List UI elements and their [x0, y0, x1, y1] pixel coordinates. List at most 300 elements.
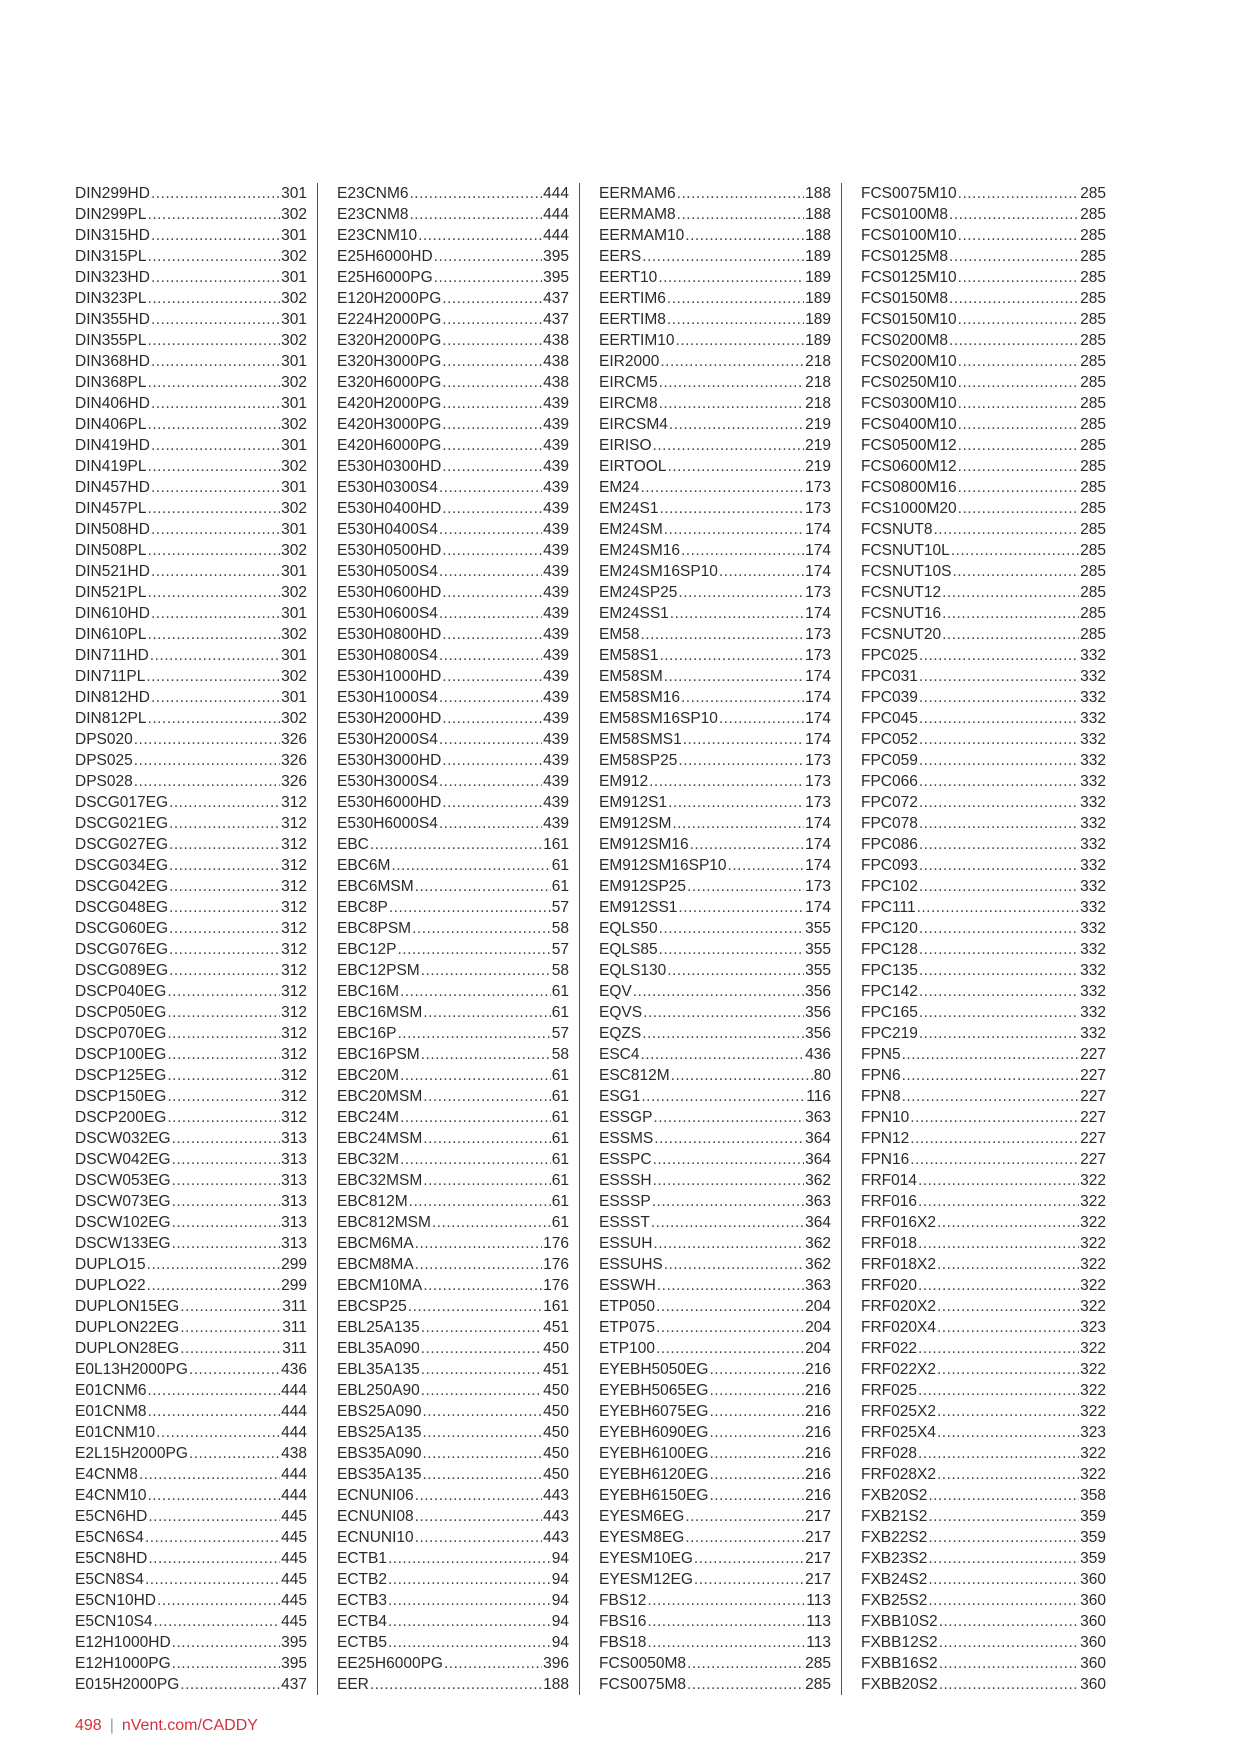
index-entry	[337, 792, 569, 813]
dot-leader	[902, 1044, 1080, 1065]
dot-leader	[151, 561, 280, 582]
dot-leader	[150, 645, 280, 666]
page-reference: 445	[281, 1571, 307, 1588]
part-number: FPN5	[861, 1046, 901, 1063]
index-entry	[599, 1212, 831, 1233]
page-reference: 61	[551, 857, 569, 874]
dot-leader	[148, 204, 281, 225]
index-entry	[599, 771, 831, 792]
part-number: FPC086	[861, 836, 918, 853]
page-reference: 204	[805, 1319, 831, 1336]
page-reference: 360	[1080, 1613, 1106, 1630]
index-entry	[337, 414, 569, 435]
index-entry	[599, 834, 831, 855]
part-number: EBC	[337, 836, 369, 853]
dot-leader	[180, 1338, 281, 1359]
page-reference: 450	[543, 1445, 569, 1462]
part-number: ECTB5	[337, 1634, 387, 1651]
page-reference: 173	[805, 878, 831, 895]
index-entry	[75, 1590, 307, 1611]
dot-leader	[939, 1653, 1079, 1674]
page-reference: 363	[805, 1193, 831, 1210]
part-number: EQVS	[599, 1004, 643, 1021]
page-reference: 355	[805, 962, 831, 979]
page-reference: 285	[805, 1676, 831, 1693]
dot-leader	[422, 1422, 542, 1443]
index-entry	[599, 456, 831, 477]
part-number: FCSNUT10L	[861, 542, 950, 559]
index-entry	[337, 183, 569, 204]
part-number: FBS18	[599, 1634, 647, 1651]
part-number: EBC24M	[337, 1109, 400, 1126]
index-entry	[599, 1275, 831, 1296]
page-reference: 174	[805, 689, 831, 706]
page-reference: 356	[805, 1004, 831, 1021]
dot-leader	[169, 834, 280, 855]
part-number: DIN315PL	[75, 248, 147, 265]
part-number: EM24SM16SP10	[599, 563, 718, 580]
page-reference: 188	[805, 227, 831, 244]
dot-leader	[172, 1233, 281, 1254]
index-entry	[337, 561, 569, 582]
index-entry	[75, 666, 307, 687]
page-reference: 395	[281, 1655, 307, 1672]
part-number: E420H6000PG	[337, 437, 442, 454]
page-reference: 332	[1080, 878, 1106, 895]
page-reference: 444	[543, 185, 569, 202]
index-entry	[337, 1527, 569, 1548]
index-entry	[599, 1023, 831, 1044]
part-number: FRF025X2	[861, 1403, 936, 1420]
index-entry	[75, 1233, 307, 1254]
part-number: FRF020X2	[861, 1298, 936, 1315]
dot-leader	[409, 1191, 551, 1212]
index-entry	[337, 1611, 569, 1632]
index-entry	[75, 309, 307, 330]
dot-leader	[400, 981, 551, 1002]
dot-leader	[439, 519, 542, 540]
page-reference: 311	[282, 1298, 307, 1315]
dot-leader	[659, 939, 805, 960]
part-number: FCSNUT20	[861, 626, 942, 643]
page-reference: 437	[543, 311, 569, 328]
page-reference: 285	[805, 1655, 831, 1672]
dot-leader	[442, 288, 542, 309]
page-reference: 311	[282, 1340, 307, 1357]
page-reference: 285	[1080, 563, 1106, 580]
dot-leader	[709, 1464, 804, 1485]
part-number: EYEBH6120EG	[599, 1466, 709, 1483]
part-number: EBL250A90	[337, 1382, 420, 1399]
dot-leader	[439, 687, 542, 708]
part-number: E530H0600HD	[337, 584, 442, 601]
index-entry	[599, 435, 831, 456]
part-number: E530H0400S4	[337, 521, 438, 538]
page-reference: 61	[551, 1109, 569, 1126]
part-number: E015H2000PG	[75, 1676, 180, 1693]
page-reference: 285	[1080, 437, 1106, 454]
page-reference: 301	[281, 563, 307, 580]
part-number: FRF025X4	[861, 1424, 936, 1441]
page-reference: 61	[551, 1004, 569, 1021]
dot-leader	[685, 1527, 804, 1548]
index-entry	[861, 708, 1106, 729]
part-number: EBS25A090	[337, 1403, 422, 1420]
part-number: FXBB10S2	[861, 1613, 938, 1630]
page-reference: 312	[281, 857, 307, 874]
dot-leader	[919, 687, 1079, 708]
index-entry	[599, 1674, 831, 1695]
page-reference: 188	[805, 206, 831, 223]
dot-leader	[918, 1380, 1079, 1401]
part-number: FPC093	[861, 857, 918, 874]
dot-leader	[642, 246, 804, 267]
page-reference: 439	[543, 710, 569, 727]
dot-leader	[917, 897, 1080, 918]
page-reference: 113	[806, 1592, 831, 1609]
part-number: EM912SP25	[599, 878, 687, 895]
page-footer	[75, 1717, 258, 1735]
index-entry	[861, 393, 1106, 414]
page-reference: 312	[281, 1004, 307, 1021]
index-entry	[337, 1359, 569, 1380]
dot-leader	[647, 1632, 805, 1653]
part-number: EBC16M	[337, 983, 400, 1000]
index-entry	[599, 960, 831, 981]
part-number: DSCG017EG	[75, 794, 169, 811]
page-reference: 451	[543, 1361, 569, 1378]
page-reference: 332	[1080, 815, 1106, 832]
part-number: E120H2000PG	[337, 290, 442, 307]
dot-leader	[919, 708, 1079, 729]
part-number: EE25H6000PG	[337, 1655, 443, 1672]
page-reference: 439	[543, 458, 569, 475]
dot-leader	[421, 1380, 542, 1401]
dot-leader	[134, 750, 280, 771]
part-number: FPN10	[861, 1109, 910, 1126]
page-reference: 113	[806, 1634, 831, 1651]
dot-leader	[439, 477, 542, 498]
page-reference: 285	[1080, 290, 1106, 307]
page-reference: 173	[805, 626, 831, 643]
part-number: EM912SM16	[599, 836, 689, 853]
page-reference: 173	[805, 584, 831, 601]
part-number: ESC4	[599, 1046, 640, 1063]
dot-leader	[918, 1233, 1079, 1254]
part-number: E530H0800S4	[337, 647, 438, 664]
dot-leader	[169, 792, 280, 813]
dot-leader	[958, 477, 1079, 498]
index-entry	[337, 225, 569, 246]
part-number: FCS0200M8	[861, 332, 949, 349]
page-reference: 438	[543, 353, 569, 370]
part-number: EBC32MSM	[337, 1172, 423, 1189]
dot-leader	[919, 939, 1079, 960]
part-number: FRF018	[861, 1235, 917, 1252]
dot-leader	[410, 204, 543, 225]
page-reference: 313	[281, 1172, 307, 1189]
dot-leader	[169, 813, 280, 834]
part-number: EBC16MSM	[337, 1004, 423, 1021]
part-number: E5CN8S4	[75, 1571, 144, 1588]
index-entry	[75, 456, 307, 477]
index-entry	[75, 834, 307, 855]
page-reference: 285	[1080, 542, 1106, 559]
part-number: EYEBH6075EG	[599, 1403, 709, 1420]
dot-leader	[937, 1254, 1079, 1275]
part-number: E2L15H2000PG	[75, 1445, 188, 1462]
part-number: FXB23S2	[861, 1550, 928, 1567]
page-reference: 58	[551, 920, 569, 937]
index-entry	[75, 414, 307, 435]
page-reference: 445	[281, 1613, 307, 1630]
index-entry	[75, 1464, 307, 1485]
index-entry	[337, 1569, 569, 1590]
part-number: DUPLO22	[75, 1277, 146, 1294]
part-number: E23CNM8	[337, 206, 409, 223]
dot-leader	[432, 1212, 551, 1233]
page-reference: 313	[281, 1214, 307, 1231]
part-number: FRF028	[861, 1445, 917, 1462]
page-reference: 312	[281, 836, 307, 853]
part-number: EM58SM	[599, 668, 663, 685]
page-reference: 174	[805, 731, 831, 748]
index-entry	[75, 330, 307, 351]
index-entry	[599, 1338, 831, 1359]
dot-leader	[659, 372, 805, 393]
index-entry	[75, 1569, 307, 1590]
index-entry	[337, 435, 569, 456]
page-reference: 219	[805, 437, 831, 454]
page-reference: 113	[806, 1613, 831, 1630]
dot-leader	[657, 1275, 804, 1296]
dot-leader	[370, 1674, 542, 1695]
index-entry	[861, 1548, 1106, 1569]
part-number: DIN355HD	[75, 311, 150, 328]
index-entry	[599, 393, 831, 414]
page-reference: 322	[1080, 1445, 1106, 1462]
index-entry	[861, 603, 1106, 624]
page-reference: 285	[1080, 227, 1106, 244]
part-number: EM912	[599, 773, 649, 790]
dot-leader	[937, 1317, 1079, 1338]
part-number: EBC24MSM	[337, 1130, 423, 1147]
part-number: EM24SS1	[599, 605, 669, 622]
part-number: EM58SP25	[599, 752, 678, 769]
part-number: FCS0100M8	[861, 206, 949, 223]
index-entry	[337, 729, 569, 750]
page-reference: 323	[1080, 1319, 1106, 1336]
dot-leader	[919, 855, 1079, 876]
index-entry	[861, 1317, 1106, 1338]
part-number: EIRCM5	[599, 374, 658, 391]
dot-leader	[949, 288, 1079, 309]
index-column-1	[75, 183, 318, 1695]
part-number: FPC045	[861, 710, 918, 727]
dot-leader	[641, 624, 805, 645]
index-entry	[861, 1065, 1106, 1086]
dot-leader	[421, 960, 551, 981]
part-number: FXB20S2	[861, 1487, 928, 1504]
part-number: EM24S1	[599, 500, 659, 517]
index-entry	[75, 792, 307, 813]
dot-leader	[709, 1359, 804, 1380]
dot-leader	[151, 519, 280, 540]
dot-leader	[709, 1485, 804, 1506]
dot-leader	[653, 1149, 805, 1170]
part-number: ESSPC	[599, 1151, 652, 1168]
page-reference: 332	[1080, 1025, 1106, 1042]
index-entry	[599, 519, 831, 540]
index-entry	[75, 435, 307, 456]
index-entry	[599, 1317, 831, 1338]
page-reference: 439	[543, 521, 569, 538]
part-number: E530H1000S4	[337, 689, 438, 706]
index-entry	[861, 729, 1106, 750]
page-reference: 322	[1080, 1277, 1106, 1294]
index-entry	[861, 435, 1106, 456]
dot-leader	[400, 1065, 551, 1086]
page-reference: 437	[281, 1676, 307, 1693]
page-reference: 332	[1080, 857, 1106, 874]
page-reference: 176	[543, 1256, 569, 1273]
index-entry	[337, 876, 569, 897]
part-number: FCSNUT12	[861, 584, 942, 601]
index-entry	[337, 1170, 569, 1191]
page-reference: 313	[281, 1235, 307, 1252]
index-entry	[337, 1632, 569, 1653]
page-reference: 285	[1080, 395, 1106, 412]
page-reference: 332	[1080, 731, 1106, 748]
part-number: EM912SS1	[599, 899, 678, 916]
index-entry	[599, 792, 831, 813]
page-reference: 285	[1080, 185, 1106, 202]
dot-leader	[415, 1527, 542, 1548]
part-number: DSCG048EG	[75, 899, 169, 916]
dot-leader	[728, 855, 805, 876]
index-entry	[861, 183, 1106, 204]
index-entry	[861, 1569, 1106, 1590]
part-number: E320H2000PG	[337, 332, 442, 349]
index-entry	[599, 183, 831, 204]
dot-leader	[415, 1254, 542, 1275]
part-number: DSCP050EG	[75, 1004, 167, 1021]
dot-leader	[939, 1632, 1079, 1653]
dot-leader	[958, 372, 1079, 393]
index-entry	[599, 1065, 831, 1086]
page-reference: 395	[543, 248, 569, 265]
dot-leader	[677, 204, 804, 225]
page-reference: 204	[805, 1298, 831, 1315]
dot-leader	[641, 1044, 805, 1065]
part-number: EERMAM10	[599, 227, 685, 244]
dot-leader	[172, 1653, 280, 1674]
index-entry	[599, 561, 831, 582]
dot-leader	[148, 372, 281, 393]
site-link[interactable]: nVent.com/CADDY	[121, 1717, 258, 1734]
dot-leader	[151, 687, 280, 708]
index-entry	[861, 1023, 1106, 1044]
part-number: E530H0300HD	[337, 458, 442, 475]
page-reference: 302	[281, 458, 307, 475]
page-reference: 322	[1080, 1466, 1106, 1483]
part-number: ECTB4	[337, 1613, 387, 1630]
part-number: FPC072	[861, 794, 918, 811]
part-number: E4CNM10	[75, 1487, 147, 1504]
part-number: ESSWH	[599, 1277, 656, 1294]
dot-leader	[677, 183, 804, 204]
part-number: EQLS50	[599, 920, 658, 937]
index-entry	[337, 1254, 569, 1275]
dot-leader	[910, 1128, 1079, 1149]
page-reference: 437	[543, 290, 569, 307]
index-entry	[599, 1044, 831, 1065]
dot-leader	[388, 1632, 551, 1653]
index-entry	[599, 1548, 831, 1569]
index-entry	[75, 1149, 307, 1170]
index-entry	[75, 1422, 307, 1443]
index-entry	[337, 960, 569, 981]
page-reference: 445	[281, 1529, 307, 1546]
index-entry	[337, 393, 569, 414]
dot-leader	[671, 1065, 813, 1086]
page-reference: 395	[281, 1634, 307, 1651]
page-reference: 227	[1080, 1046, 1106, 1063]
part-number: FCSNUT10S	[861, 563, 952, 580]
page-reference: 439	[543, 416, 569, 433]
dot-leader	[918, 1191, 1079, 1212]
dot-leader	[694, 1569, 804, 1590]
page-reference: 362	[805, 1172, 831, 1189]
part-number: FPC111	[861, 899, 916, 916]
part-number: DSCW073EG	[75, 1193, 171, 1210]
part-number: EYEBH6090EG	[599, 1424, 709, 1441]
dot-leader	[918, 1338, 1079, 1359]
part-number: DIN812PL	[75, 710, 147, 727]
page-reference: 355	[805, 941, 831, 958]
dot-leader	[388, 1548, 551, 1569]
part-number: EBC8PSM	[337, 920, 412, 937]
index-entry	[75, 939, 307, 960]
dot-leader	[167, 1023, 280, 1044]
page-reference: 312	[281, 1109, 307, 1126]
page-reference: 173	[805, 479, 831, 496]
part-number: DIN299HD	[75, 185, 150, 202]
index-entry	[861, 267, 1106, 288]
dot-leader	[659, 645, 804, 666]
index-entry	[599, 1464, 831, 1485]
index-entry	[337, 582, 569, 603]
index-entry	[75, 1317, 307, 1338]
part-number: FCS0100M10	[861, 227, 957, 244]
dot-leader	[951, 540, 1079, 561]
part-number: FCSNUT8	[861, 521, 933, 538]
part-number: EBCM10MA	[337, 1277, 423, 1294]
part-number: FCS0125M10	[861, 269, 957, 286]
index-entry	[861, 372, 1106, 393]
page-reference: 285	[1080, 374, 1106, 391]
index-entry	[599, 750, 831, 771]
dot-leader	[442, 498, 542, 519]
dot-leader	[937, 1212, 1079, 1233]
index-entry	[75, 1632, 307, 1653]
dot-leader	[685, 225, 804, 246]
dot-leader	[919, 645, 1079, 666]
page-reference: 445	[281, 1508, 307, 1525]
part-number: FXB24S2	[861, 1571, 928, 1588]
part-number: EBC812M	[337, 1193, 408, 1210]
page-reference: 439	[543, 752, 569, 769]
